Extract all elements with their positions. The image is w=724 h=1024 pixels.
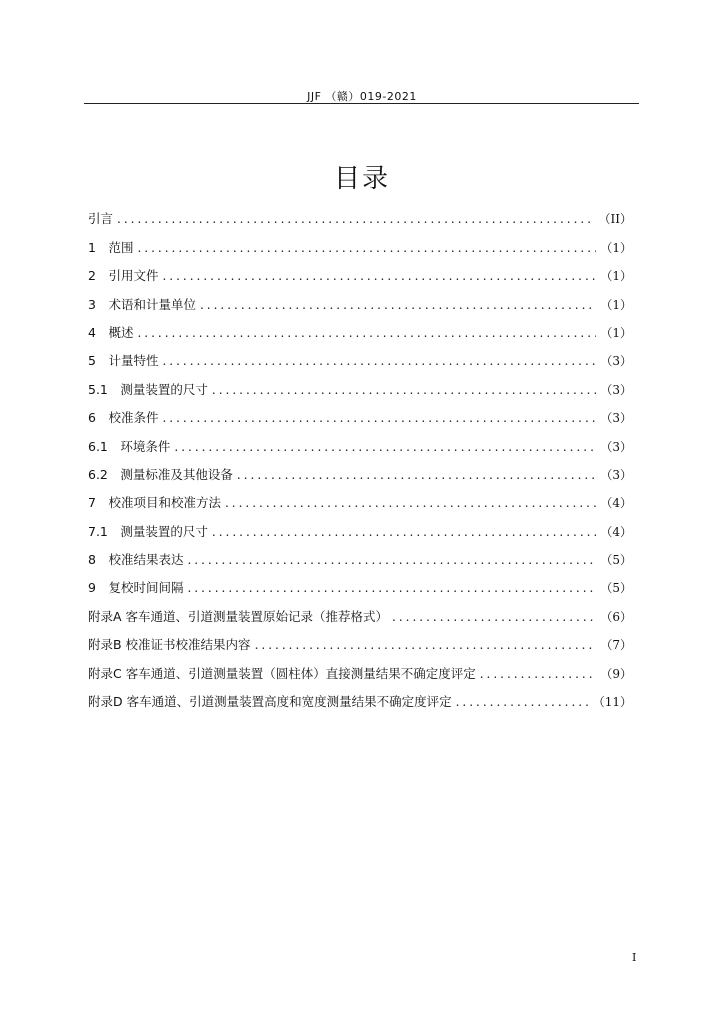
toc-leader (456, 694, 589, 710)
toc-leader (117, 211, 595, 227)
toc-leader (187, 580, 596, 596)
toc-leader (225, 495, 596, 511)
toc-entry[interactable] (88, 426, 632, 454)
toc-label: 附录C 客车通道、引道测量装置（圆柱体）直接测量结果不确定度评定 (88, 665, 476, 681)
toc-leader (174, 439, 596, 455)
toc-label: 5 计量特性 (88, 353, 159, 369)
toc-label: 7.1 测量装置的尺寸 (88, 523, 208, 539)
toc-label: 3 术语和计量单位 (88, 296, 196, 312)
toc-label: 7 校准项目和校准方法 (88, 495, 221, 511)
running-header: JJF （赣）019-2021 (307, 90, 417, 103)
toc-label: 附录A 客车通道、引道测量装置原始记录（推荐格式） (88, 608, 389, 624)
toc-leader (162, 268, 596, 284)
toc-label: 引言 (88, 211, 114, 227)
toc-leader (200, 297, 596, 313)
toc-label: 9 复校时间间隔 (88, 580, 184, 596)
toc-leader (237, 467, 596, 483)
toc-entry[interactable] (88, 199, 632, 227)
toc-leader (392, 609, 596, 625)
toc-entry[interactable] (88, 568, 632, 596)
toc-page: （6） (600, 609, 632, 624)
page-title: 目录 (333, 164, 390, 194)
toc-leader (162, 353, 596, 369)
toc-leader (212, 524, 596, 540)
toc-label: 6.1 环境条件 (88, 438, 171, 454)
toc-page: （3） (600, 439, 632, 454)
toc-page: （3） (600, 382, 632, 397)
toc-entry[interactable] (88, 341, 632, 369)
table-of-contents (88, 199, 632, 710)
toc-label: 6.2 测量标准及其他设备 (88, 466, 233, 482)
toc-entry[interactable] (88, 284, 632, 312)
toc-label: 2 引用文件 (88, 268, 159, 284)
toc-page: （7） (600, 638, 632, 653)
toc-page: （1） (600, 240, 632, 255)
toc-entry[interactable] (88, 227, 632, 255)
toc-page: （II） (598, 212, 632, 227)
toc-page: （9） (600, 666, 632, 681)
toc-entry[interactable] (88, 313, 632, 341)
toc-label: 1 范围 (88, 239, 134, 255)
toc-entry[interactable] (88, 653, 632, 681)
toc-label: 4 概述 (88, 324, 134, 340)
page-number: I (632, 951, 637, 964)
toc-entry[interactable] (88, 511, 632, 539)
toc-entry[interactable] (88, 625, 632, 653)
toc-leader (480, 666, 597, 682)
toc-page: （1） (600, 297, 632, 312)
toc-entry[interactable] (88, 256, 632, 284)
toc-label: 附录D 客车通道、引道测量装置高度和宽度测量结果不确定度评定 (88, 694, 452, 710)
toc-label: 附录B 校准证书校准结果内容 (88, 637, 251, 653)
toc-entry[interactable] (88, 369, 632, 397)
toc-entry[interactable] (88, 682, 632, 710)
toc-page: （1） (600, 325, 632, 340)
toc-page: （3） (600, 467, 632, 482)
toc-page: （3） (600, 411, 632, 426)
toc-entry[interactable] (88, 540, 632, 568)
toc-entry[interactable] (88, 596, 632, 624)
toc-leader (162, 410, 596, 426)
toc-leader (187, 552, 596, 568)
toc-leader (212, 382, 596, 398)
toc-page: （4） (600, 496, 632, 511)
header-rule (84, 103, 639, 104)
toc-leader (137, 325, 596, 341)
toc-page: （11） (592, 695, 632, 710)
toc-page: （1） (600, 269, 632, 284)
toc-page: （4） (600, 524, 632, 539)
toc-page: （5） (600, 581, 632, 596)
toc-entry[interactable] (88, 483, 632, 511)
toc-entry[interactable] (88, 398, 632, 426)
toc-page: （3） (600, 354, 632, 369)
toc-entry[interactable] (88, 455, 632, 483)
toc-label: 8 校准结果表达 (88, 552, 184, 568)
toc-page: （5） (600, 553, 632, 568)
toc-label: 5.1 测量装置的尺寸 (88, 381, 208, 397)
toc-leader (255, 637, 597, 653)
toc-leader (137, 240, 596, 256)
toc-label: 6 校准条件 (88, 410, 159, 426)
